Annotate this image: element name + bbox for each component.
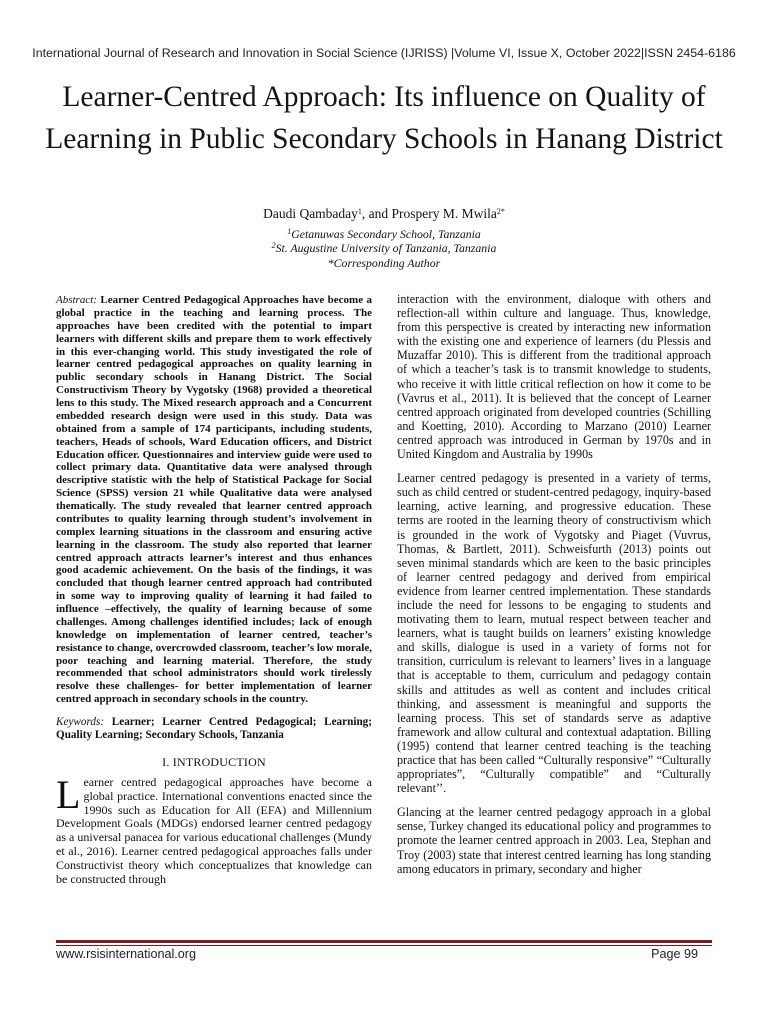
affiliation-1 (0, 227, 768, 242)
author-separator: , and (361, 206, 392, 221)
author-2-affiliation-mark: 2* (496, 207, 505, 216)
footer-rule-thin (56, 945, 712, 946)
corresponding-author-note: *Corresponding Author (327, 256, 441, 270)
abstract-label: Abstract (56, 294, 94, 306)
paper-title: Learner-Centred Approach: Its influence on Quality of Learning in Public Secondary Schools in Hanang District (45, 81, 723, 155)
section-heading-introduction: I. INTRODUCTION (162, 755, 266, 769)
keywords: Keywords: Learner; Learner Centred Pedagogical; Learning; Quality Learning; Secondary Schools, Tanzania (56, 716, 372, 741)
affiliation-2-mark: 2 (271, 241, 276, 250)
footer-rule-thick (56, 940, 712, 943)
footer-website: www.rsisinternational.org (56, 947, 196, 961)
right-column (397, 292, 711, 876)
author-1-affiliation-mark: 1 (357, 207, 362, 216)
affiliation-2-text: St. Augustine University of Tanzania, Tanzania (275, 241, 497, 255)
author-2-name: Prospery M. Mwila (391, 206, 497, 221)
drop-cap: L (56, 771, 81, 817)
keywords-text: Learner; Learner Centred Pedagogical; Learning; Quality Learning; Secondary Schools, Tanzania (56, 716, 372, 741)
affiliation-1-mark: 1 (287, 227, 292, 236)
affiliation-2 (0, 241, 768, 256)
introduction-text: earner centred pedagogical approaches have become a global practice. International conventions enacted since the 1990s such as Education for All (EFA) and Millennium Development Goals (MDGs) endorsed learner centred pedagogy as a universal panacea for various educational challenges (Mundy et al., 2016). Learner centred pedagogical approaches falls under Constructivist theory which conceptualizes that knowledge can be constructed through (56, 774, 372, 886)
body-paragraph-2: Learner centred pedagogy is presented in a variety of terms, such as child centred or student-centred pedagogy, inquiry-based learning, active learning, and progressive education. These terms are rooted in the learning theory of constructivism which is grounded in the work of Vygotsky and Piaget (Vuvrus, Thomas, & Bartlett, 2011). Schweisfurth (2013) points out seven minimal standards which are keen to the basic principles of learner centred pedagogy and derived from empirical evidence from learner centred implementation. These standards include the need for lessons to be engaging to students and motivating them to learn, mutual respect between teacher and learners, what is taught builds on learners’ existing knowledge and skills, dialogue is used in a variety of forms not for transition, curriculum is relevant to learners’ lives in a language that is acceptable to them, curriculum and pedagogy contain skills and attitudes as well as content and includes critical thinking, and assessment is meaningful and supports the learning process. This set of standards serve as adaptive framework and allow cultural and contextual adaptation. Billing (1995) contend that learner centred teaching is the teaching practice that has been called “Culturally responsive” “Culturally appropriates”, “Culturally compatible” and “Culturally relevant’’. (397, 471, 711, 796)
affiliation-1-text: Getanuwas Secondary School, Tanzania (291, 227, 481, 241)
running-head: International Journal of Research and Innovation in Social Science (IJRISS) |Volume VI, Issue X, October 2022|ISSN 2454-6186 (32, 46, 736, 60)
keywords-label: Keywords (56, 716, 101, 728)
body-paragraph-3: Glancing at the learner centred pedagogy approach in a global sense, Turkey changed its educational policy and programmes to promote the learner centred approach in 2003. Lea, Stephan and Troy (2003) state that interest centred learning has long standing among educators in primary, secondary and higher (397, 805, 711, 876)
abstract-text: Learner Centred Pedagogical Approaches have become a global practice in the teaching and learning process. The approaches have been credited with the potential to impart learners with different skills and prepare them to work effectively in this ever-changing world. This study investigated the role of learner centred pedagogical approaches on quality learning in public secondary schools in Hanang District. The Social Constructivism Theory by Vygotsky (1968) provided a theoretical lens to this study. The Mixed research approach and a Concurrent embedded research design were used in this study. Data was obtained from a sample of 174 participants, including students, teachers, Heads of schools, Ward Education officers, and District Education officer. Questionnaires and interview guide were used to collect primary data. Quantitative data were analysed through descriptive statistic with the help of Statistical Package for Social Science (SPSS) version 21 while Qualitative data were analysed thematically. The study revealed that learner centred approach contributes to quality learning through student’s involvement in complex learning situations in the classroom and ensuring active learning in the classroom. The study also reported that learner centred approach attracts learner’s interest and thus enhances good academic achievement. On the basis of the findings, it was concluded that though learner centred approach had contributed in some way to improving quality of learning it had failed to influence –effectively, the quality of learning because of some challenges. Among challenges identified includes; lack of enough knowledge on implementation of learner centred, teacher’s resistance to change, overcrowded classroom, teacher’s low morale, poor teaching and learning material. Therefore, the study recommended that school administrators should work tirelessly resolve these challenges- for better implementation of learner centred approach in secondary schools in the country. (56, 294, 373, 706)
author-1-name: Daudi Qambaday (263, 206, 358, 221)
body-paragraph-1: interaction with the environment, dialoque with others and reflection-all within culture and language. Thus, knowledge, from this perspective is created by interacting new information with the existing one and experience of learners (du Plessis and Muzaffar 2010). This is different from the traditional approach of which a teacher’s task is to transmit knowledge to students, who receive it with little critical reflection on how it come to be (Vavrus et al., 2011). It is believed that the concept of Learner centred approach originated from developed countries (Schilling and Koetting, 2010). According to Marzano (2010) Learner centred approach was introduced in German by 1970s and in United Kingdom and Australia by 1990s (397, 292, 711, 462)
introduction-paragraph (56, 771, 372, 887)
footer-page-number: Page 99 (651, 947, 698, 961)
left-column (56, 294, 372, 887)
author-line (0, 206, 768, 222)
abstract: Abstract: Learner Centred Pedagogical Approaches have become a global practice in the teaching and learning process. The approaches have been credited with the potential to impart learners with different skills and prepare them to work effectively in this ever-changing world. This study investigated the role of learner centred pedagogical approaches on quality learning in public secondary schools in Hanang District. The Social Constructivism Theory by Vygotsky (1968) provided a theoretical lens to this study. The Mixed research approach and a Concurrent embedded research design were used in this study. Data was obtained from a sample of 174 participants, including students, teachers, Heads of schools, Ward Education officers, and District Education officer. Questionnaires and interview guide were used to collect primary data. Quantitative data were analysed through descriptive statistic with the help of Statistical Package for Social Science (SPSS) version 21 while Qualitative data were analysed thematically. The study revealed that learner centred approach contributes to quality learning through student’s involvement in complex learning situations in the classroom and ensuring active learning in the classroom. The study also reported that learner centred approach attracts learner’s interest and thus enhances good academic achievement. On the basis of the findings, it was concluded that though learner centred approach had contributed in some way to improving quality of learning it had failed to influence –effectively, the quality of learning because of some challenges. Among challenges identified includes; lack of enough knowledge on implementation of learner centred, teacher’s resistance to change, overcrowded classroom, teacher’s low morale, poor teaching and learning material. Therefore, the study recommended that school administrators should work tirelessly resolve these challenges- for better implementation of learner centred approach in secondary schools in the country. (56, 294, 373, 706)
